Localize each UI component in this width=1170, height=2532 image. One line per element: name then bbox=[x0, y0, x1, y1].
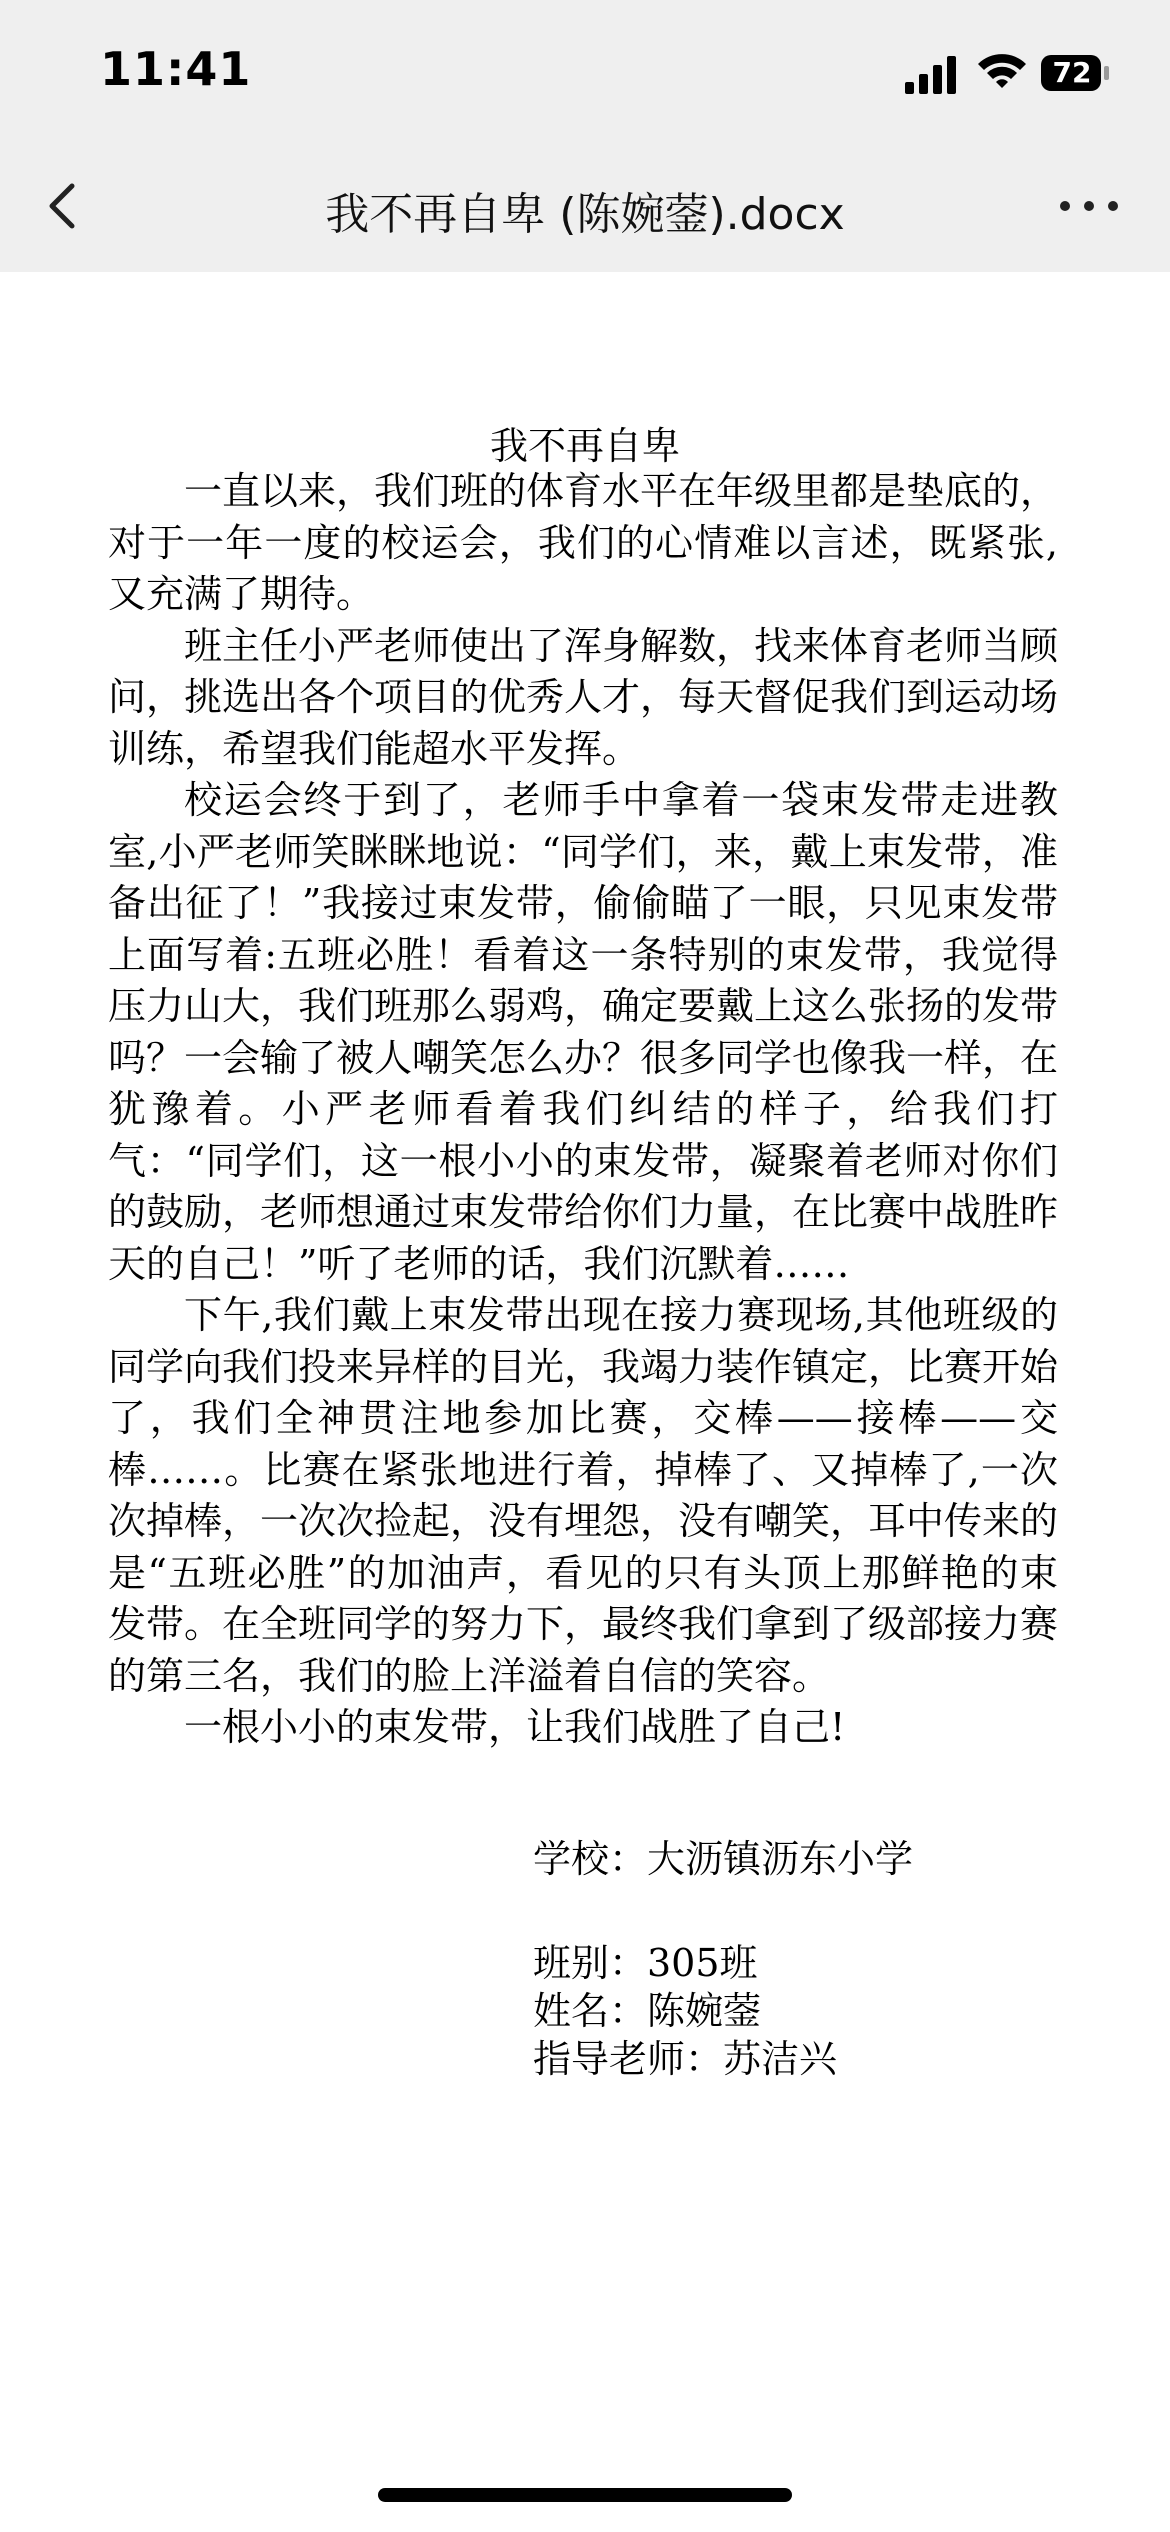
status-time: 11:41 bbox=[100, 42, 252, 96]
paragraph: 一直以来，我们班的体育水平在年级里都是垫底的，对于一年一度的校运会，我们的心情难以言述，既紧张,又充满了期待。 bbox=[108, 469, 1059, 616]
footer-teacher: 指导老师：苏洁兴 bbox=[533, 2037, 838, 2081]
footer-class: 班别：305班 bbox=[533, 1941, 758, 1985]
battery-level: 72 bbox=[1052, 56, 1092, 89]
wifi-icon bbox=[976, 50, 1028, 92]
chevron-left-icon[interactable] bbox=[34, 176, 94, 236]
document-page bbox=[0, 272, 1170, 2532]
signal-icon bbox=[905, 56, 959, 94]
status-bar bbox=[0, 0, 1170, 140]
navigation-bar bbox=[0, 140, 1170, 272]
footer-name: 姓名：陈婉蓥 bbox=[533, 1989, 762, 2033]
paragraph: 一根小小的束发带，让我们战胜了自己! bbox=[184, 1705, 846, 1749]
paragraph: 下午,我们戴上束发带出现在接力赛现场,其他班级的同学向我们投来异样的目光，我竭力装作镇定，比赛开始了，我们全神贯注地参加比赛，交棒——接棒——交棒……。比赛在紧张地进行着，掉棒了、又掉棒了,一次次掉棒，一次次捡起，没有埋怨，没有嘲笑，耳中传来的是“五班必胜”的加油声，看见的只有头顶上那鲜艳的束发带。在全班同学的努力下，最终我们拿到了级部接力赛的第三名，我们的脸上洋溢着自信的笑容。 bbox=[108, 1293, 1059, 1698]
document-filename: 我不再自卑 (陈婉蓥).docx bbox=[325, 189, 845, 240]
home-indicator[interactable] bbox=[378, 2488, 792, 2502]
paragraph: 班主任小严老师使出了浑身解数，找来体育老师当顾问，挑选出各个项目的优秀人才，每天督促我们到运动场训练，希望我们能超水平发挥。 bbox=[108, 623, 1059, 771]
paragraph: 校运会终于到了，老师手中拿着一袋束发带走进教室,小严老师笑眯眯地说：“同学们，来，戴上束发带，准备出征了！”我接过束发带，偷偷瞄了一眼，只见束发带上面写着:五班必胜！看着这一条特别的束发带，我觉得压力山大，我们班那么弱鸡，确定要戴上这么张扬的发带吗？一会输了被人嘲笑怎么办？很多同学也像我一样，在犹豫着。小严老师看着我们纠结的样子，给我们打气：“同学们，这一根小小的束发带，凝聚着老师对你们的鼓励，老师想通过束发带给你们力量，在比赛中战胜昨天的自己！”听了老师的话，我们沉默着…… bbox=[108, 778, 1059, 1286]
document-body bbox=[108, 466, 1058, 1754]
footer-school: 学校：大沥镇沥东小学 bbox=[533, 1837, 914, 1881]
document-title: 我不再自卑 bbox=[489, 424, 680, 468]
ellipsis-icon[interactable] bbox=[1054, 184, 1124, 228]
